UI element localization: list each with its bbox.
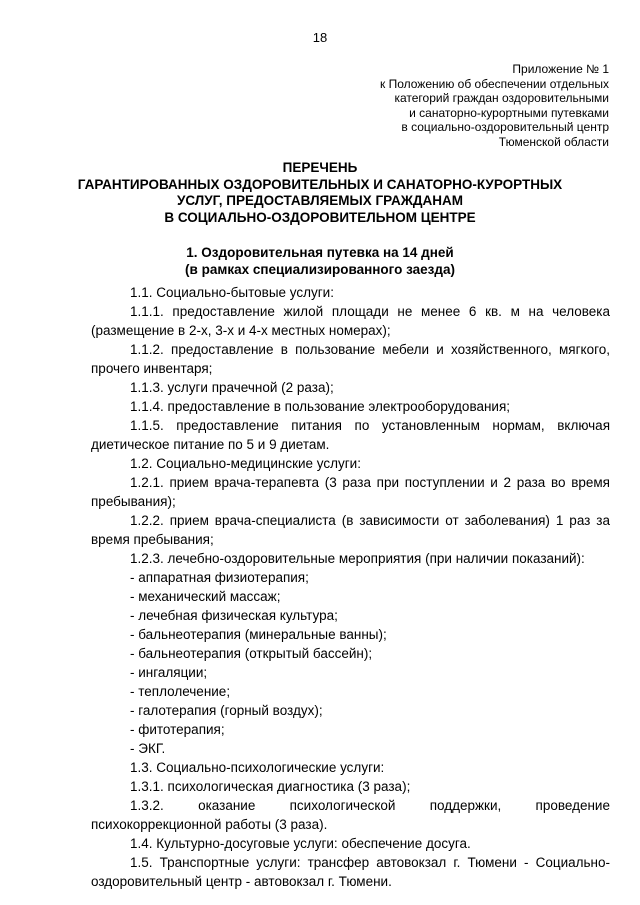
appendix-line: Тюменской области [498,134,609,149]
paragraph: 1.3.2. оказание психологической поддержки, проведение психокоррекционной работы (3 раза). [91,798,610,832]
paragraph: 1.1.5. предоставление питания по установленным нормам, включая диетическое питание по 5 и 9 диетам. [91,418,610,452]
paragraph: 1.1. Социально-бытовые услуги: [130,285,334,300]
list-item: - аппаратная физиотерапия; [130,570,309,585]
list-item: - лечебная физическая культура; [130,608,338,623]
list-item: - фитотерапия; [130,722,225,737]
paragraph: 1.5. Транспортные услуги: трансфер автовокзал г. Тюмени - Социально-оздоровительный центр - автовокзал г. Тюмени. [91,855,610,889]
title-line: ГАРАНТИРОВАННЫХ ОЗДОРОВИТЕЛЬНЫХ И САНАТОРНО-КУРОРТНЫХ [77,176,563,192]
appendix-line: Приложение № 1 [512,62,609,76]
document-body [91,283,610,891]
section-line: (в рамках специализированного заезда) [185,261,455,277]
paragraph: 1.2. Социально-медицинские услуги: [130,456,361,471]
appendix-note [380,62,609,149]
list-item: - ингаляции; [130,665,208,680]
section-heading [60,245,580,278]
paragraph: 1.1.4. предоставление в пользование электрооборудования; [130,399,511,414]
section-line: 1. Оздоровительная путевка на 14 дней [186,245,454,260]
paragraph: 1.1.2. предоставление в пользование мебели и хозяйственного, мягкого, прочего инвентаря; [91,342,610,376]
list-item: - бальнеотерапия (открытый бассейн); [130,646,373,661]
title-line: В СОЦИАЛЬНО-ОЗДОРОВИТЕЛЬНОМ ЦЕНТРЕ [164,209,476,225]
paragraph: 1.3.1. психологическая диагностика (3 раза); [130,779,411,794]
document-title [60,160,580,226]
list-item: - бальнеотерапия (минеральные ванны); [130,627,387,642]
title-line: ПЕРЕЧЕНЬ [282,160,358,175]
paragraph: 1.2.1. прием врача-терапевта (3 раза при поступлении и 2 раза во время пребывания); [91,475,610,509]
title-line: УСЛУГ, ПРЕДОСТАВЛЯЕМЫХ ГРАЖДАНАМ [176,193,464,208]
paragraph: 1.4. Культурно-досуговые услуги: обеспечение досуга. [130,836,471,851]
paragraph: 1.1.1. предоставление жилой площади не менее 6 кв. м на человека (размещение в 2-х, 3-х и 4-х местных номерах); [91,304,610,338]
list-item: - ЭКГ. [130,741,166,756]
paragraph: 1.2.2. прием врача-специалиста (в зависимости от заболевания) 1 раз за время пребывания; [91,513,610,547]
appendix-line: к Положению об обеспечении отдельных [380,76,609,91]
appendix-line: в социально-оздоровительный центр [401,120,609,134]
paragraph: 1.3. Социально-психологические услуги: [130,760,385,775]
list-item: - теплолечение; [130,684,231,699]
appendix-line: категорий граждан оздоровительными [394,91,609,105]
list-item: - галотерапия (горный воздух); [130,703,323,718]
paragraph: 1.1.3. услуги прачечной (2 раза); [130,380,334,395]
paragraph: 1.2.3. лечебно-оздоровительные мероприятия (при наличии показаний): [130,551,585,566]
page-number: 18 [312,30,328,45]
appendix-line: и санаторно-курортными путевками [409,105,609,120]
list-item: - механический массаж; [130,589,281,604]
